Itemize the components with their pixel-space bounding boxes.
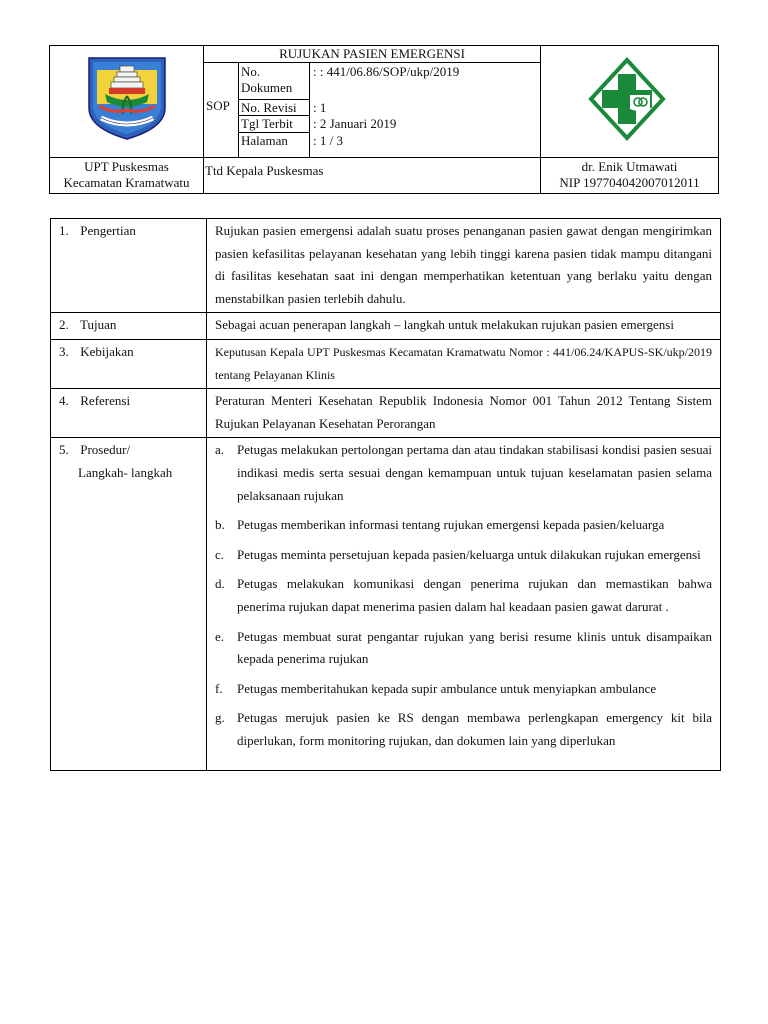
section-label-text: Kebijakan — [80, 343, 134, 359]
section-number: 3. — [59, 343, 69, 359]
field-label-no-dokumen: No. — [241, 64, 261, 79]
list-item — [215, 626, 712, 671]
sop-content — [50, 218, 720, 771]
step-text: Petugas melakukan komunikasi dengan penerima rujukan dan memastikan bahwa penerima rujukan dapat menerima pasien dalam hal keadaan pasien gawat darurat . — [237, 576, 712, 614]
section-number: 2. — [59, 317, 69, 333]
table-row — [51, 219, 721, 313]
section-number: 5. — [59, 442, 69, 458]
step-text: Petugas memberikan informasi tentang rujukan emergensi kepada pasien/keluarga — [237, 517, 665, 533]
organization-name: UPT Puskesmas — [84, 159, 169, 174]
table-row — [51, 313, 721, 340]
list-item — [215, 573, 712, 618]
table-row — [51, 339, 721, 388]
section-label-text: Pengertian — [80, 223, 136, 238]
section-number: 4. — [59, 393, 69, 409]
step-marker: b. — [215, 517, 225, 533]
sop-table — [50, 218, 721, 771]
field-label-no-revisi: No. Revisi — [241, 100, 297, 115]
section-label-text: Tujuan — [80, 317, 117, 333]
field-value-tgl-terbit: : 2 Januari 2019 — [313, 116, 397, 131]
field-value-no-dokumen: : : 441/06.86/SOP/ukp/2019 — [313, 64, 460, 79]
procedure-steps — [215, 439, 712, 752]
section-text-tujuan: Sebagai acuan penerapan langkah – langkah untuk melakukan rujukan pasien emergensi — [207, 313, 721, 340]
step-text: Petugas meminta persetujuan kepada pasien/keluarga untuk dilakukan rujukan emergensi — [237, 546, 701, 562]
puskesmas-cross-logo-icon — [587, 57, 667, 141]
signature-label: Ttd Kepala Puskesmas — [205, 163, 324, 178]
sop-header — [49, 45, 719, 195]
list-item — [215, 678, 712, 701]
list-item — [215, 707, 712, 752]
field-value-no-revisi: : 1 — [313, 100, 327, 115]
list-item — [215, 514, 712, 537]
sop-label: SOP — [206, 98, 230, 113]
section-label-tujuan — [51, 313, 207, 340]
section-number: 1. — [59, 223, 69, 238]
step-text: Petugas memberitahukan kepada supir ambulance untuk menyiapkan ambulance — [237, 680, 657, 696]
head-nip: NIP 197704042007012011 — [559, 175, 700, 190]
step-marker: c. — [215, 546, 225, 562]
section-label-prosedur — [51, 438, 207, 771]
document-title: RUJUKAN PASIEN EMERGENSI — [279, 46, 465, 61]
field-label-tgl-terbit: Tgl Terbit — [241, 116, 293, 131]
list-item — [215, 439, 712, 507]
field-label-no-dokumen-line2: Dokumen — [241, 80, 293, 95]
step-marker: g. — [215, 710, 225, 726]
section-label-referensi — [51, 389, 207, 438]
organization-district: Kecamatan Kramatwatu — [63, 175, 190, 190]
table-row — [51, 438, 721, 771]
section-label-text-line2: Langkah- langkah — [78, 464, 173, 480]
table-row — [51, 389, 721, 438]
step-marker: a. — [215, 442, 225, 458]
list-item — [215, 544, 712, 567]
field-value-halaman: : 1 / 3 — [313, 133, 343, 148]
section-text-kebijakan: Keputusan Kepala UPT Puskesmas Kecamatan Kramatwatu Nomor : 441/06.24/KAPUS-SK/ukp/2019 tentang Pelayanan Klinis — [207, 339, 721, 388]
section-label-text: Prosedur/ — [80, 442, 131, 458]
section-label-kebijakan — [51, 339, 207, 388]
section-label-pengertian — [51, 219, 207, 313]
section-label-text: Referensi — [80, 393, 131, 409]
banten-province-emblem-icon — [87, 56, 167, 141]
step-text: Petugas melakukan pertolongan pertama dan atau tindakan stabilisasi kondisi pasien sesuai indikasi medis serta sesuai dengan kemampuan untuk tujuan keselamatan pasien selama pelaksanaan rujukan — [237, 442, 712, 503]
step-marker: f. — [215, 680, 223, 696]
step-text: Petugas merujuk pasien ke RS dengan membawa perlengkapan emergency kit bila diperlukan, form monitoring rujukan, dan dokumen lain yang diperlukan — [237, 710, 712, 748]
procedure-steps-cell — [207, 438, 721, 771]
step-text: Petugas membuat surat pengantar rujukan yang berisi resume klinis untuk disampaikan kepada penerima rujukan — [237, 628, 712, 667]
step-marker: d. — [215, 576, 225, 592]
section-text-pengertian: Rujukan pasien emergensi adalah suatu proses penanganan pasien gawat dengan mengirimkan pasien kefasilitas pelayanan kesehatan yang lebih tinggi karena pasien tidak mampu ditangani di fasilitas kesehatan saat ini dengan memperhatikan ketentuan yang berlaku yaitu dengan menstabilkan pasien terlebih dahulu. — [207, 219, 721, 313]
head-name: dr. Enik Utmawati — [581, 159, 678, 174]
field-label-halaman: Halaman — [241, 133, 288, 148]
section-text-referensi: Peraturan Menteri Kesehatan Republik Indonesia Nomor 001 Tahun 2012 Tentang Sistem Rujukan Pelayanan Kesehatan Perorangan — [207, 389, 721, 438]
step-marker: e. — [215, 628, 225, 644]
